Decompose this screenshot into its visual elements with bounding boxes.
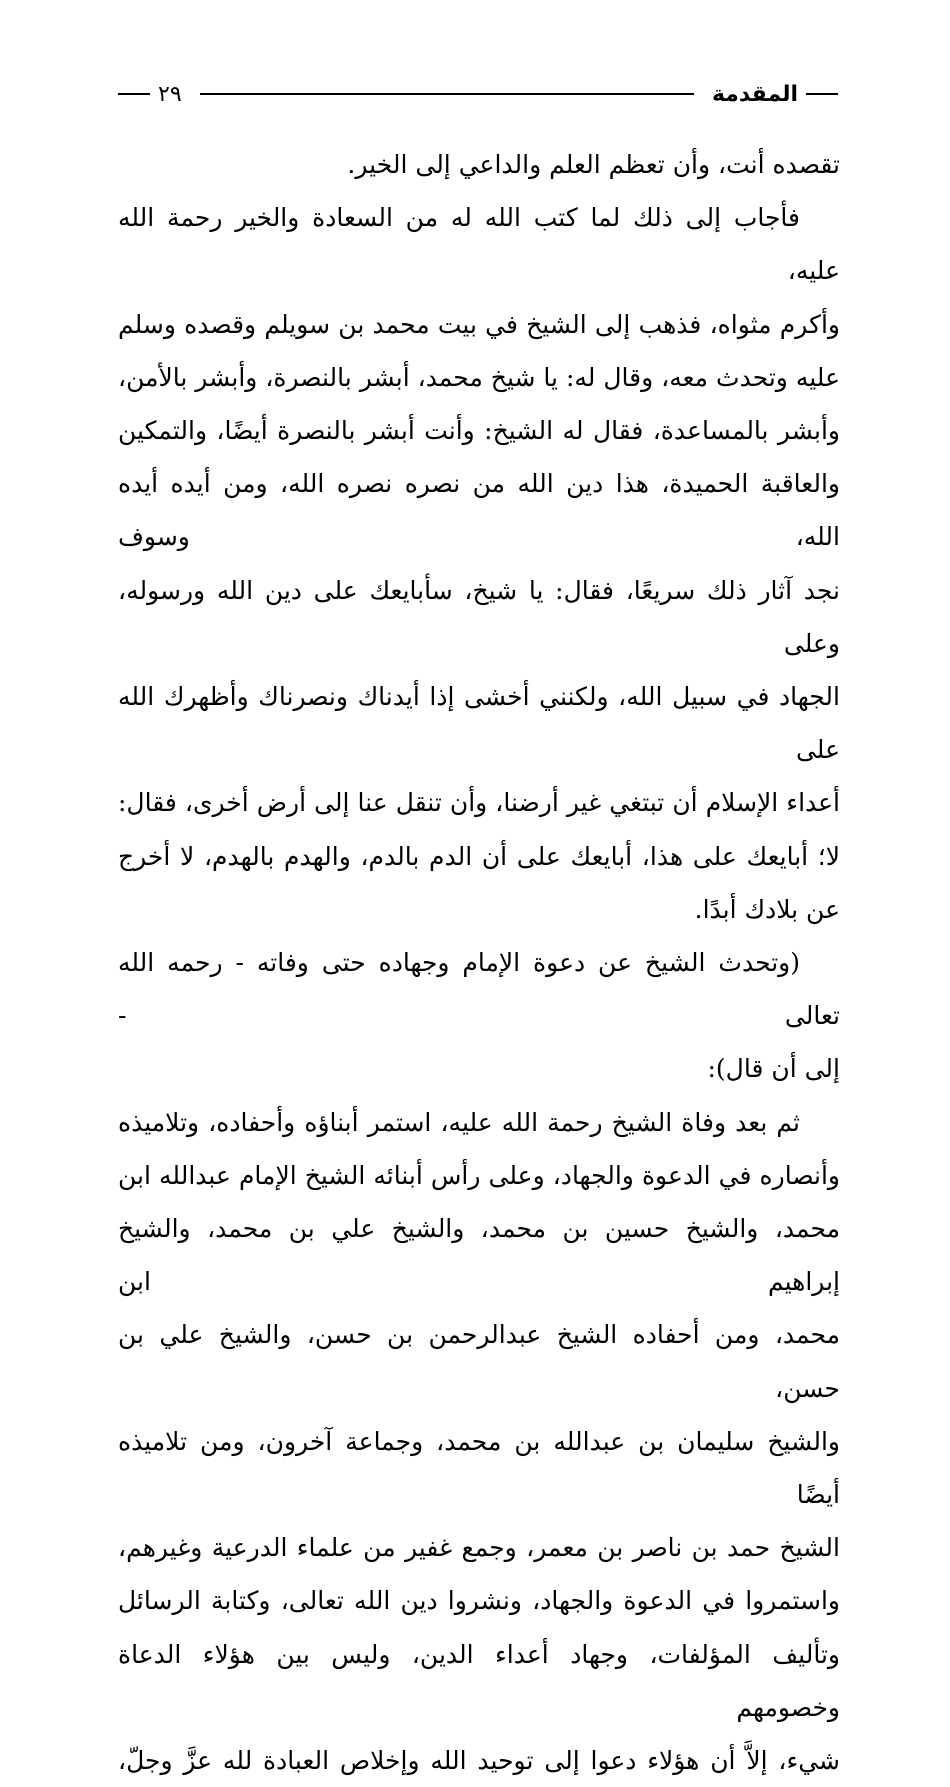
text-line: والعاقبة الحميدة، هذا دين الله من نصره نصره الله، ومن أيده أيده الله، وسوف (118, 469, 840, 552)
text-line: وأكرم مثواه، فذهب إلى الشيخ في بيت محمد بن سويلم وقصده وسلم (118, 309, 840, 339)
text-line: الجهاد في سبيل الله، ولكنني أخشى إذا أيدناك ونصرناك وأظهرك الله على (118, 682, 841, 765)
text-line: لا؛ أبايعك على هذا، أبايعك على أن الدم بالدم، والهدم بالهدم، لا أخرج (118, 841, 840, 871)
running-header (118, 74, 838, 114)
text-line: فأجاب إلى ذلك لما كتب الله له من السعادة والخير رحمة الله عليه، (118, 203, 840, 286)
page-body (118, 138, 840, 1787)
text-line: تقصده أنت، وأن تعظم العلم والداعي إلى الخير. (347, 150, 840, 179)
text-line: عن بلادك أبدًا. (694, 894, 840, 924)
text-line: (وتحدث الشيخ عن دعوة الإمام وجهاده حتى وفاته - رحمه الله تعالى - (118, 948, 840, 1031)
text-line: الشيخ حمد بن ناصر بن معمر، وجمع غفير من علماء الدرعية وغيرهم، (118, 1533, 840, 1563)
text-line: عليه وتحدث معه، وقال له: يا شيخ محمد، أبشر بالنصرة، وأبشر بالأمن، (118, 362, 840, 392)
text-line: أعداء الإسلام أن تبتغي غير أرضنا، وأن تنقل عنا إلى أرض أخرى، فقال: (118, 788, 840, 818)
text-line: محمد، ومن أحفاده الشيخ عبدالرحمن بن حسن، والشيخ علي بن حسن، (118, 1320, 840, 1403)
text-line: ثم بعد وفاة الشيخ رحمة الله عليه، استمر أبناؤه وأحفاده، وتلاميذه (118, 1107, 800, 1137)
text-line: وتأليف المؤلفات، وجهاد أعداء الدين، وليس بين هؤلاء الدعاة وخصومهم (118, 1639, 840, 1722)
header-rule (200, 93, 694, 95)
page-number: ٢٩ (158, 81, 182, 107)
header-dash-left (118, 93, 150, 95)
text-line: شيء، إلاَّ أن هؤلاء دعوا إلى توحيد الله وإخلاص العبادة لله عزَّ وجلّ، (118, 1746, 840, 1776)
header-dash-right (806, 93, 838, 95)
text-line: والشيخ سليمان بن عبدالله بن محمد، وجماعة آخرون، ومن تلاميذه أيضًا (118, 1426, 840, 1510)
text-line: نجد آثار ذلك سريعًا، فقال: يا شيخ، سأبايعك على دين الله ورسوله، وعلى (118, 575, 840, 658)
text-line: واستمروا في الدعوة والجهاد، ونشروا دين الله تعالى، وكتابة الرسائل (118, 1586, 840, 1616)
chapter-title: المقدمة (711, 81, 798, 107)
text-line: إلى أن قال): (707, 1054, 840, 1084)
text-line: وأنصاره في الدعوة والجهاد، وعلى رأس أبنائه الشيخ الإمام عبدالله ابن (118, 1160, 840, 1190)
text-line: وأبشر بالمساعدة، فقال له الشيخ: وأنت أبشر بالنصرة أيضًا، والتمكين (118, 416, 840, 446)
text-line: محمد، والشيخ حسين بن محمد، والشيخ علي بن محمد، والشيخ إبراهيم ابن (118, 1214, 840, 1297)
